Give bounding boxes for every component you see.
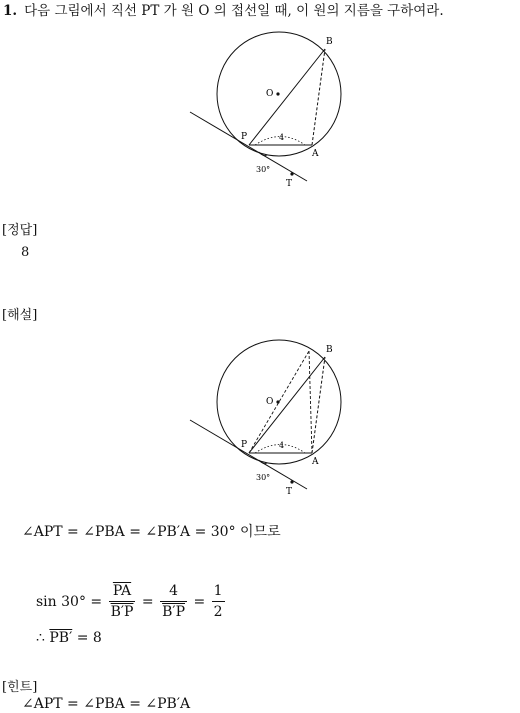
- label-angle: 30°: [256, 473, 271, 482]
- tangent-circle-diagram-b-prime: [185, 338, 360, 498]
- frac1-numerator: $\overline{PA}$: [112, 583, 132, 599]
- sin-lhs: sin 30° =: [36, 594, 103, 610]
- label-angle: 30°: [256, 165, 271, 174]
- result-value: = 8: [76, 630, 102, 646]
- tangent-circle-diagram: [185, 30, 360, 190]
- frac3-denominator: 2: [213, 604, 223, 620]
- equals-2: =: [193, 594, 206, 610]
- label-p: P: [241, 440, 248, 450]
- label-b: B: [326, 37, 333, 47]
- answer-value: 8: [21, 245, 30, 260]
- explanation-result: [36, 630, 102, 646]
- answer-header: [정답]: [2, 223, 38, 238]
- hint-line: ∠APT = ∠PBA = ∠PB′A: [22, 696, 191, 712]
- hint-header: [힌트]: [2, 680, 38, 695]
- frac1-denominator: B′P: [110, 604, 134, 620]
- label-t: T: [286, 179, 293, 189]
- center-point: [276, 400, 279, 403]
- label-length: 4: [279, 133, 285, 142]
- center-point: [276, 92, 279, 95]
- chord-pb: [249, 357, 325, 453]
- explanation-line1: ∠APT = ∠PBA = ∠PB′A = 30° 이므로: [22, 524, 281, 540]
- question: [3, 2, 444, 20]
- label-t: T: [286, 487, 293, 497]
- frac2-numerator: 4: [160, 583, 187, 602]
- frac2-denominator: B′P: [162, 604, 185, 620]
- therefore-symbol: ∴: [36, 630, 45, 646]
- tangent-line: [190, 112, 307, 181]
- label-a: A: [312, 149, 319, 159]
- label-p: P: [241, 132, 248, 142]
- fraction-pa-over-bp: [109, 583, 136, 621]
- t-point: [290, 480, 293, 483]
- chord-b-prime-a: [309, 351, 312, 453]
- explanation-header: [해설]: [2, 308, 38, 323]
- label-b: B: [326, 345, 333, 355]
- explanation-sin-equation: [36, 583, 227, 621]
- label-o: O: [266, 397, 274, 407]
- chord-pb: [249, 49, 325, 145]
- result-segment: PB′: [49, 630, 73, 646]
- tangent-line: [190, 420, 307, 489]
- t-point: [290, 172, 293, 175]
- label-length: 4: [279, 441, 285, 450]
- fraction-4-over-bp: [160, 583, 187, 621]
- fraction-1-over-2: [212, 583, 225, 621]
- figure-explanation: [185, 338, 360, 498]
- label-o: O: [266, 89, 274, 99]
- equals-1: =: [141, 594, 154, 610]
- label-a: A: [312, 457, 319, 467]
- figure-question: [185, 30, 360, 190]
- question-text: 다음 그림에서 직선 PT 가 원 O 의 접선일 때, 이 원의 지름을 구하여라.: [24, 3, 444, 19]
- frac3-numerator: 1: [212, 583, 225, 602]
- question-number: 1.: [3, 3, 18, 19]
